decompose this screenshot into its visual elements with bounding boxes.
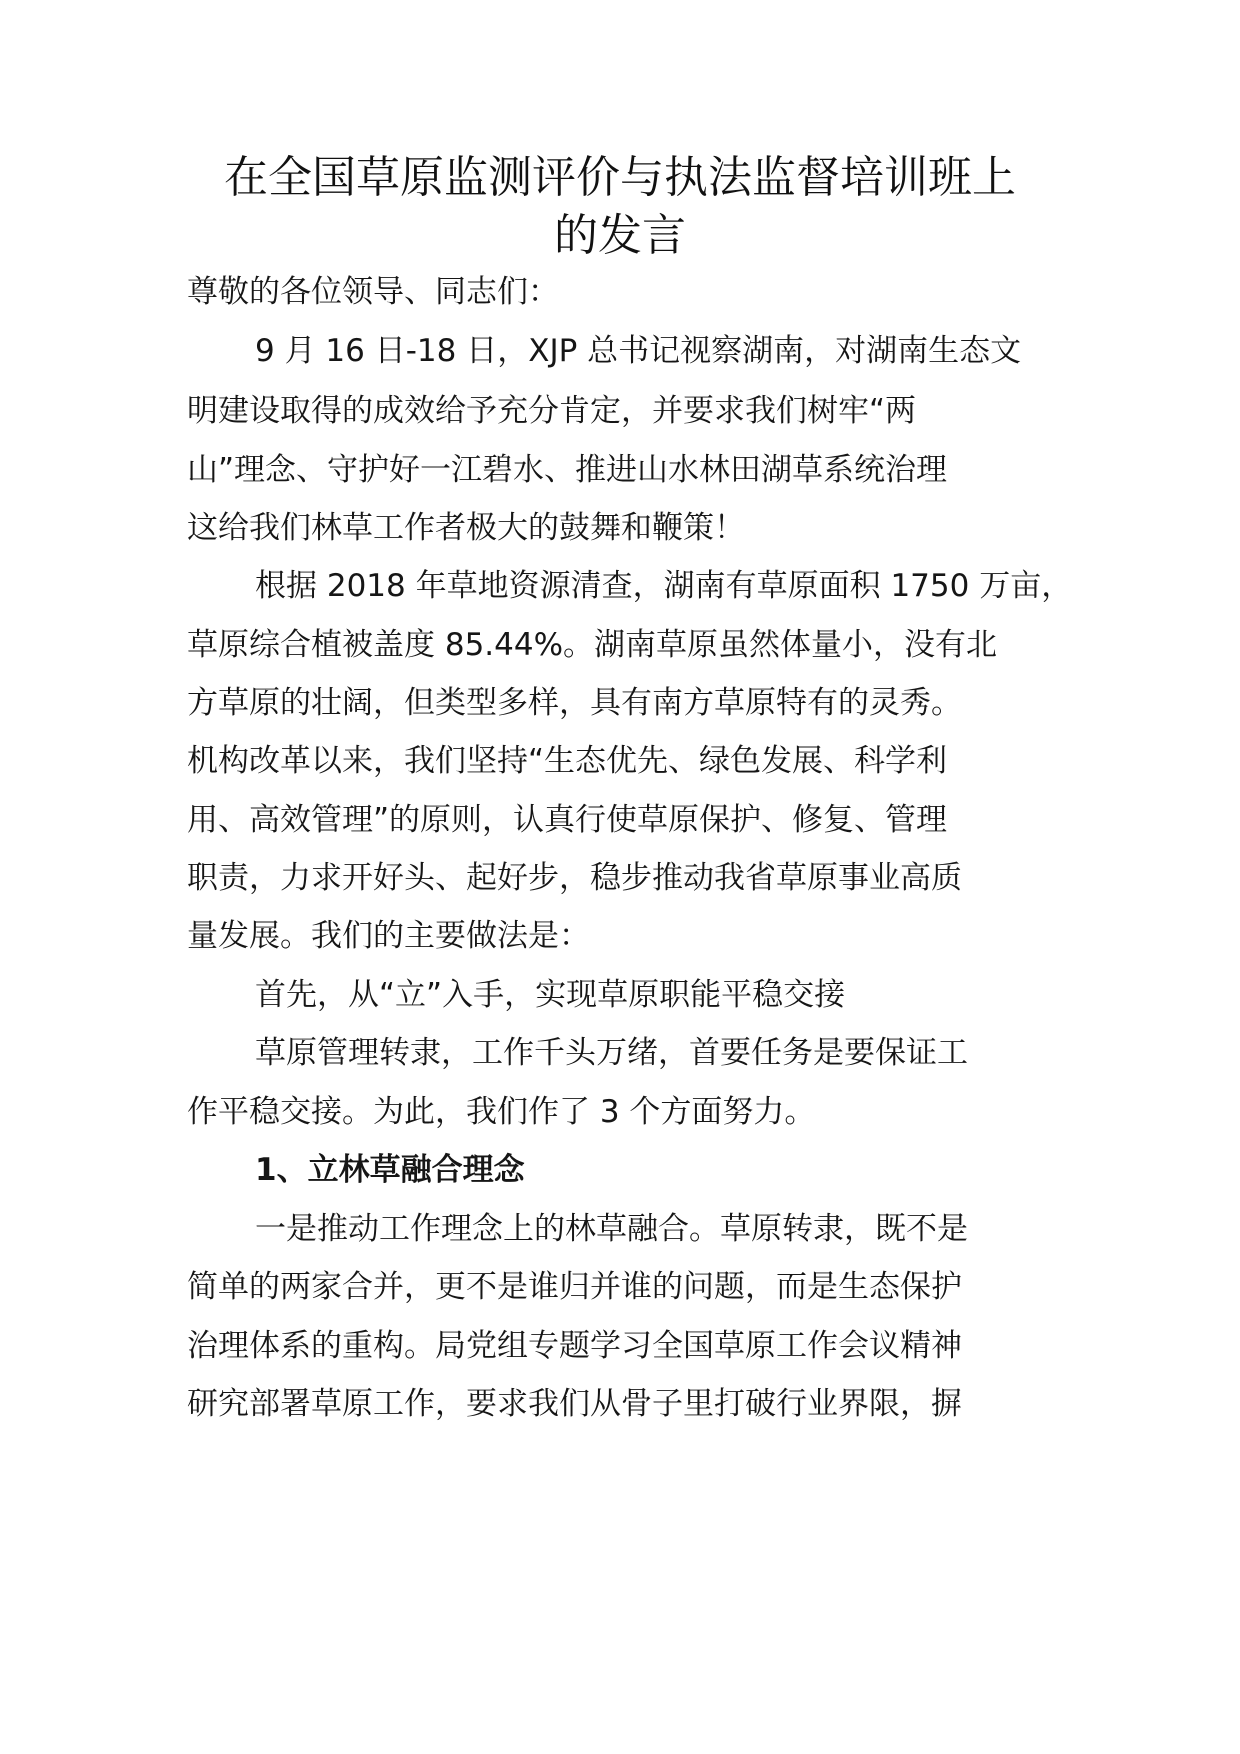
paragraph-2-line-2: 草原综合植被盖度 85.44%。湖南草原虽然体量小，没有北	[187, 627, 998, 663]
paragraph-2-line-4: 机构改革以来，我们坚持“生态优先、绿色发展、科学利	[187, 743, 948, 779]
paragraph-4-line-2: 简单的两家合并，更不是谁归并谁的问题，而是生态保护	[187, 1269, 962, 1305]
paragraph-2-line-3: 方草原的壮阔，但类型多样，具有南方草原特有的灵秀。	[187, 685, 962, 721]
paragraph-2-line-1: 根据 2018 年草地资源清查，湖南有草原面积 1750 万亩，	[255, 568, 1073, 604]
paragraph-2-line-5: 用、高效管理”的原则，认真行使草原保护、修复、管理	[187, 802, 948, 838]
paragraph-2-line-6: 职责，力求开好头、起好步，稳步推动我省草原事业高质	[187, 860, 962, 896]
section-heading: 首先，从“立”入手，实现草原职能平稳交接	[255, 977, 846, 1013]
paragraph-1-line-3: 山”理念、守护好一江碧水、推进山水林田湖草系统治理	[187, 452, 948, 488]
paragraph-4-line-4: 研究部署草原工作，要求我们从骨子里打破行业界限，摒	[187, 1386, 962, 1422]
paragraph-2-line-7: 量发展。我们的主要做法是：	[187, 918, 590, 954]
document-title-line-1: 在全国草原监测评价与执法监督培训班上	[224, 152, 1016, 203]
paragraph-3-line-1: 草原管理转隶，工作千头万绪，首要任务是要保证工	[255, 1035, 968, 1071]
paragraph-3-line-2: 作平稳交接。为此，我们作了 3 个方面努力。	[187, 1094, 816, 1130]
paragraph-1-line-1: 9 月 16 日-18 日，XJP 总书记视察湖南，对湖南生态文	[255, 333, 1022, 369]
paragraph-4-line-3: 治理体系的重构。局党组专题学习全国草原工作会议精神	[187, 1328, 962, 1364]
subsection-heading: 1、立林草融合理念	[255, 1152, 525, 1188]
salutation: 尊敬的各位领导、同志们：	[187, 274, 559, 310]
paragraph-4-line-1: 一是推动工作理念上的林草融合。草原转隶，既不是	[255, 1211, 968, 1247]
paragraph-1-line-4: 这给我们林草工作者极大的鼓舞和鞭策！	[187, 510, 745, 546]
paragraph-1-line-2: 明建设取得的成效给予充分肯定，并要求我们树牢“两	[187, 393, 917, 429]
document-title-line-2: 的发言	[554, 210, 686, 261]
